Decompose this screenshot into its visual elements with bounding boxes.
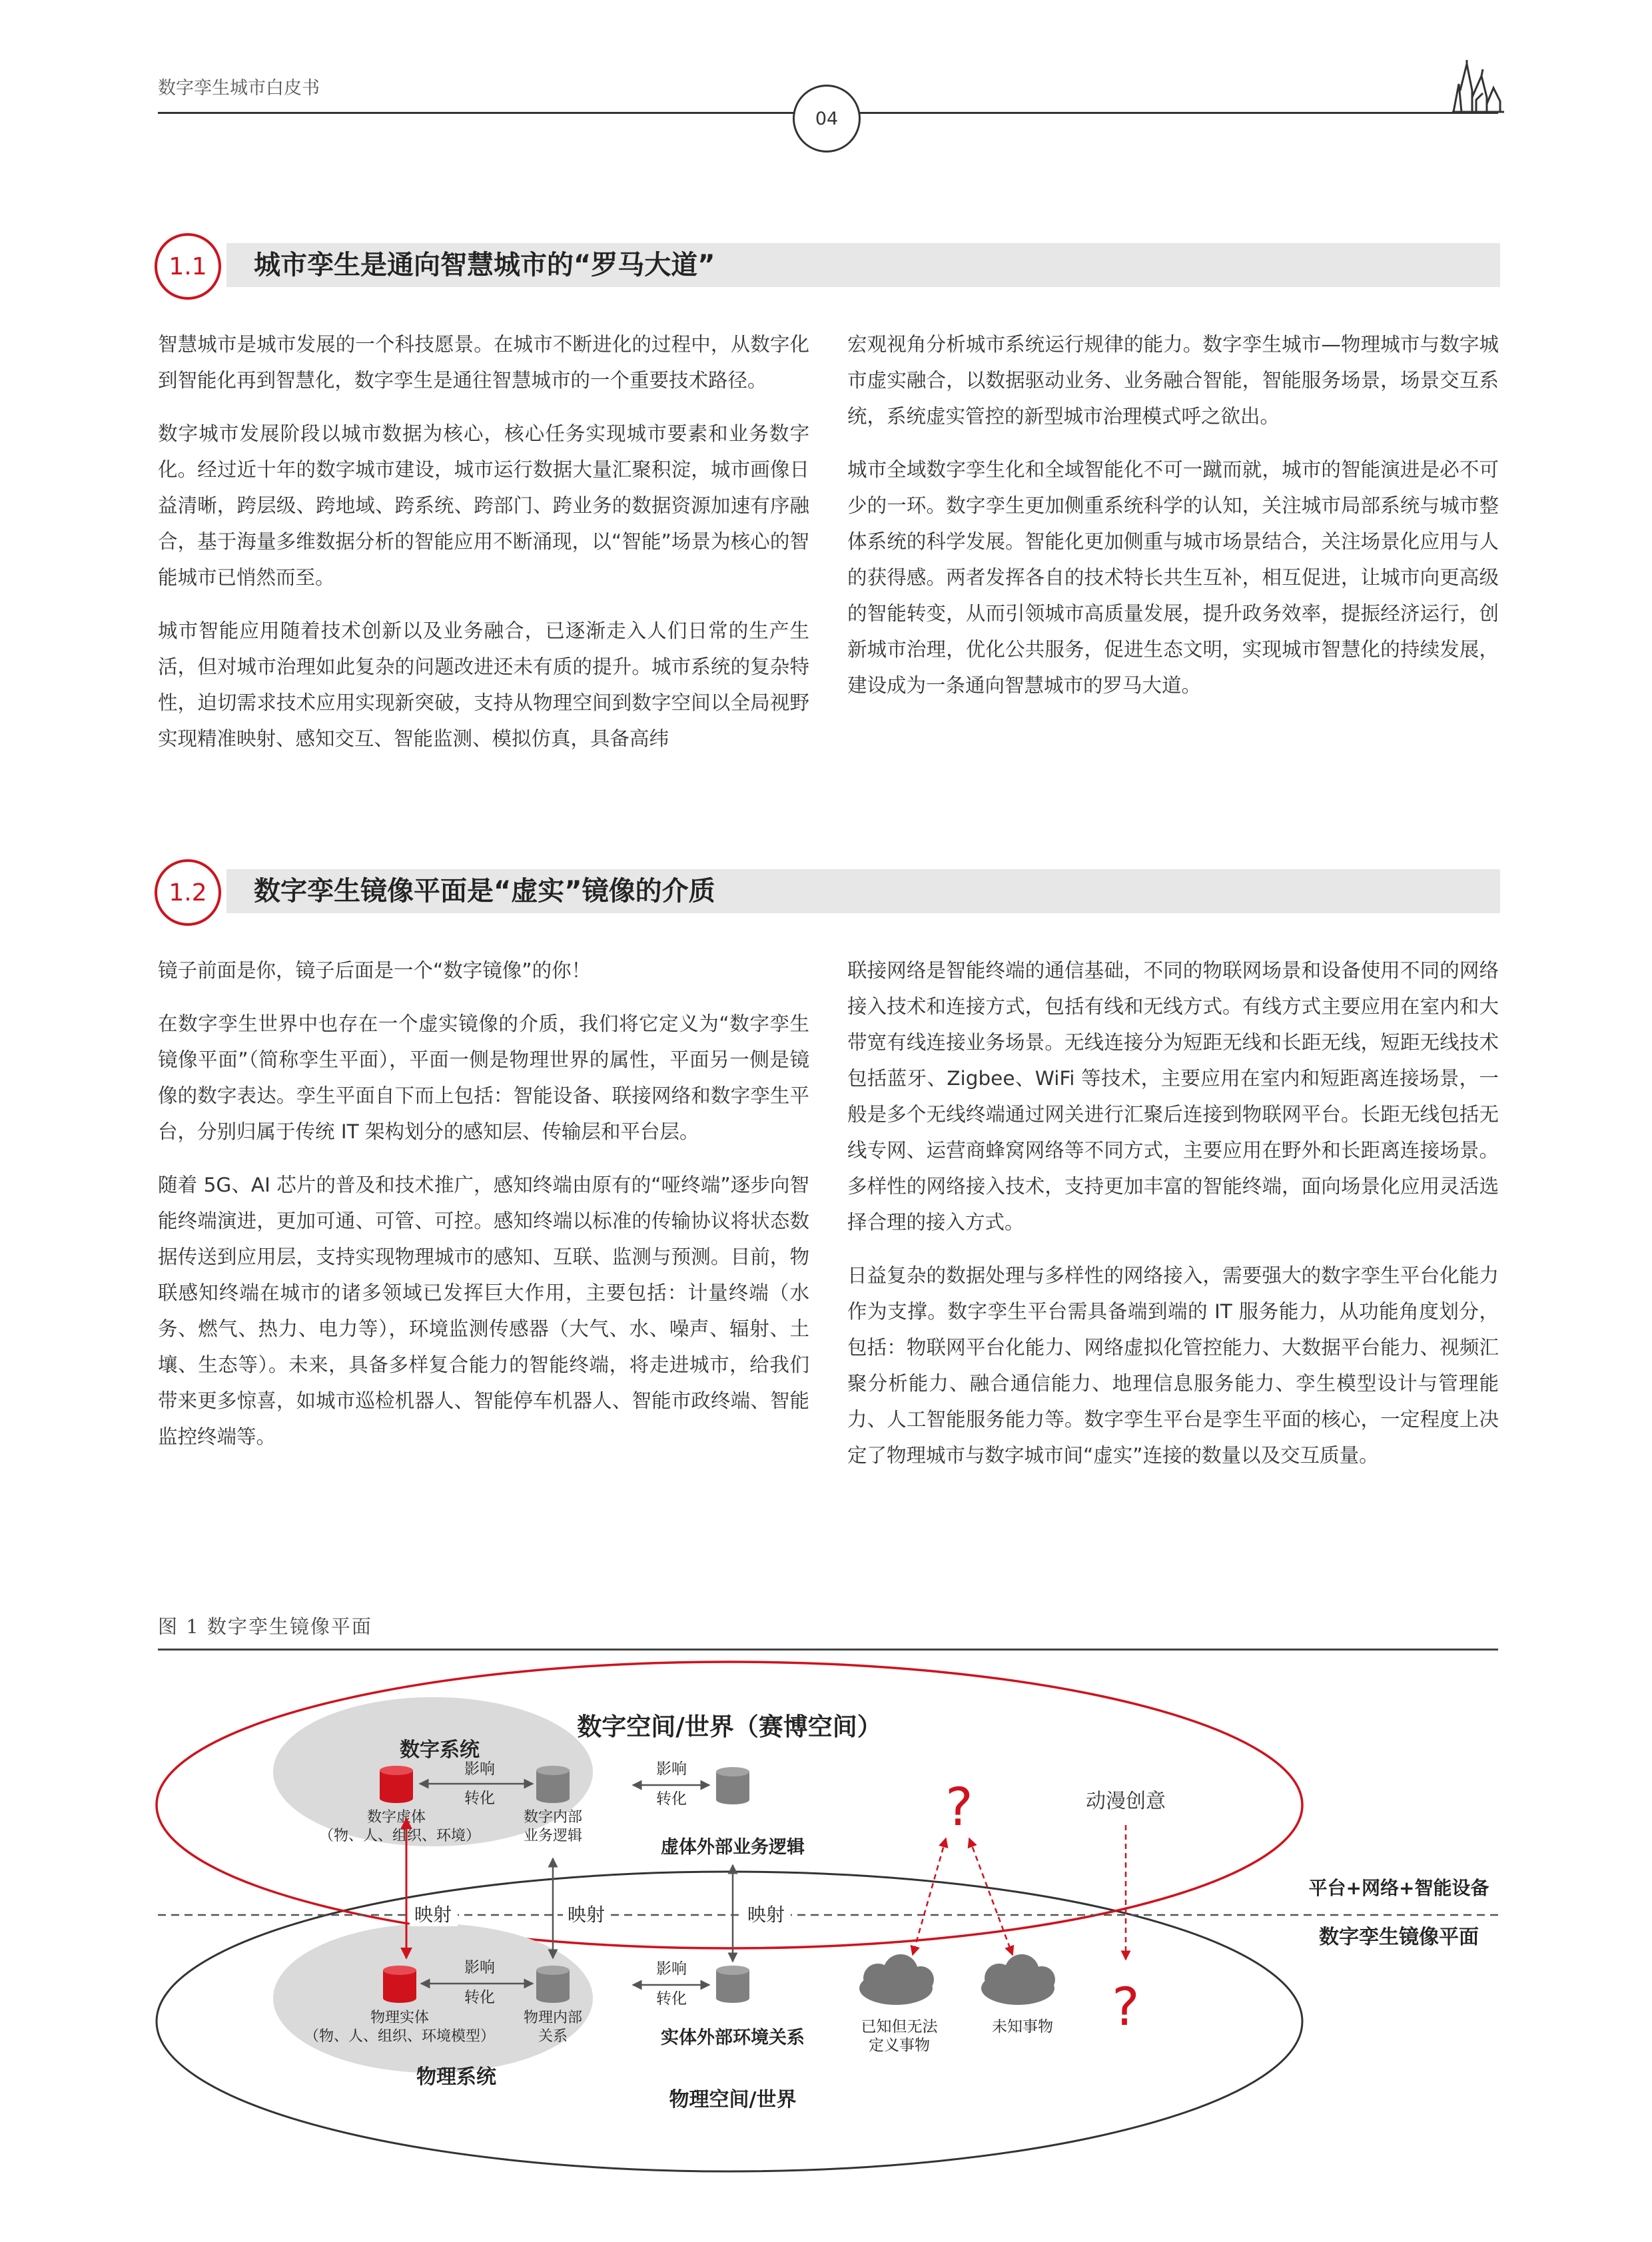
- paragraph: 在数字孪生世界中也存在一个虚实镜像的介质，我们将它定义为“数字孪生镜像平面”（简称孪生平面），平面一侧是物理世界的属性，平面另一侧是镜像的数字表达。孪生平面自下而上包括：智能设备、联接网络和数字孪生平台，分别归属于传统 IT 架构划分的感知层、传输层和平台层。: [158, 1012, 809, 1143]
- virtual-external-logic-cylinder-icon: [716, 1767, 749, 1804]
- section-number-badge: 1.2: [155, 859, 221, 926]
- physical-internal-relation-label: 物理内部: [523, 2010, 583, 2026]
- figure-caption: 图 1 数字孪生镜像平面: [158, 1615, 372, 1638]
- paragraph: 智慧城市是城市发展的一个科技愿景。在城市不断进化的过程中，从数字化到智能化再到智慧化，数字孪生是通往智慧城市的一个重要技术路径。: [158, 333, 809, 392]
- digital-virtual-entity-cylinder-icon: [380, 1766, 413, 1803]
- known-undefined-sublabel: 定义事物: [869, 2037, 930, 2054]
- digital-internal-logic-label: 数字内部: [523, 1809, 583, 1826]
- section-number-badge: 1.1: [155, 233, 221, 300]
- anime-creativity-label: 动漫创意: [1086, 1790, 1166, 1813]
- digital-world-title: 数字空间/世界（赛博空间）: [577, 1712, 882, 1741]
- entity-external-env-cylinder-icon: [716, 1966, 749, 2003]
- digital-system-title: 数字系统: [400, 1738, 480, 1762]
- paragraph: 城市全域数字孪生化和全域智能化不可一蹴而就，城市的智能演进是必不可少的一环。数字孪生更加侧重系统科学的认知，关注城市局部系统与城市整体系统的科学发展。智能化更加侧重与城市场景结合，关注场景化应用与人的获得感。两者发挥各自的技术特长共生互补，相互促进，让城市向更高级的智能转变，从而引领城市高质量发展，提升政务效率，提振经济运行，创新城市治理，优化公共服务，促进生态文明，实现城市智慧化的持续发展，建设成为一条通向智慧城市的罗马大道。: [847, 458, 1499, 697]
- mapping-label: 映射: [747, 1904, 785, 1926]
- physical-entity-sublabel: （物、人、组织、环境模型）: [304, 2028, 496, 2045]
- physical-entity-label: 物理实体: [370, 2010, 430, 2026]
- digital-virtual-entity-sublabel: （物、人、组织、环境）: [318, 1828, 481, 1844]
- physical-internal-relation-sublabel: 关系: [538, 2028, 568, 2045]
- page-number: 04: [793, 85, 861, 153]
- section-title: 数字孪生镜像平面是“虚实”镜像的介质: [254, 876, 715, 907]
- digital-internal-logic-sublabel: 业务逻辑: [523, 1828, 583, 1844]
- mapping-label: 映射: [414, 1904, 452, 1926]
- physical-internal-relation-cylinder-icon: [536, 1966, 570, 2003]
- transform-label: 转化: [464, 1989, 495, 2006]
- influence-label: 影响: [656, 1760, 687, 1778]
- paragraph: 联接网络是智能终端的通信基础，不同的物联网场景和设备使用不同的网络接入技术和连接方式，包括有线和无线方式。有线方式主要应用在室内和大带宽有线连接业务场景。无线连接分为短距无线和长距无线，短距无线技术包括蓝牙、Zigbee、WiFi 等技术，主要应用在室内和短距离连接场景，一般是多个无线终端通过网关进行汇聚后连接到物联网平台。长距无线包括无线专网、运营商蜂窝网络等不同方式，主要应用在野外和长距离连接场景。多样性的网络接入技术，支持更加丰富的智能终端，面向场景化应用灵活选择合理的接入方式。: [847, 959, 1499, 1234]
- transform-label: 转化: [464, 1790, 495, 1807]
- unknown-question-mark: ?: [945, 1778, 973, 1838]
- dashed-arrow: [969, 1838, 1013, 1955]
- known-undefined-cloud-icon: [859, 1954, 934, 2005]
- mapping-label: 映射: [567, 1904, 606, 1926]
- platform-network-devices-label: 平台+网络+智能设备: [1308, 1877, 1489, 1899]
- unknown-things-label: 未知事物: [992, 2018, 1053, 2036]
- digital-virtual-entity-label: 数字虚体: [366, 1809, 426, 1826]
- physical-world-title: 物理空间/世界: [669, 2088, 797, 2111]
- paragraph: 随着 5G、AI 芯片的普及和技术推广，感知终端由原有的“哑终端”逐步向智能终端演进，更加可通、可管、可控。感知终端以标准的传输协议将状态数据传送到应用层，支持实现物理城市的感知、互联、监测与预测。目前，物联感知终端在城市的诸多领域已发挥巨大作用，主要包括：计量终端（水务、燃气、热力、电力等），环境监测传感器（大气、水、噪声、辐射、土壤、生态等）。未来，具备多样复合能力的智能终端，将走进城市，给我们带来更多惊喜，如城市巡检机器人、智能停车机器人、智能市政终端、智能监控终端等。: [158, 1174, 809, 1448]
- mirror-plane-label: 数字孪生镜像平面: [1319, 1926, 1479, 1949]
- transform-label: 转化: [656, 1790, 687, 1808]
- paragraph: 日益复杂的数据处理与多样性的网络接入，需要强大的数字孪生平台化能力作为支撑。数字孪生平台需具备端到端的 IT 服务能力，从功能角度划分，包括：物联网平台化能力、网络虚拟化管控能力、大数据平台能力、视频汇聚分析能力、融合通信能力、地理信息服务能力、孪生模型设计与管理能力、人工智能服务能力等。数字孪生平台是孪生平面的核心，一定程度上决定了物理城市与数字城市间“虚实”连接的数量以及交互质量。: [847, 1264, 1499, 1467]
- physical-system-title: 物理系统: [416, 2065, 496, 2089]
- physical-entity-cylinder-icon: [383, 1966, 416, 2003]
- unknown-question-mark: ?: [1112, 1978, 1140, 2038]
- paragraph: 城市智能应用随着技术创新以及业务融合，已逐渐走入人们日常的生产生活，但对城市治理如此复杂的问题改进还未有质的提升。城市系统的复杂特性，迫切需求技术应用实现新突破，支持从物理空间到数字空间以全局视野实现精准映射、感知交互、智能监测、模拟仿真，具备高纬: [158, 619, 809, 750]
- paragraph: 镜子前面是你，镜子后面是一个“数字镜像”的你！: [158, 959, 592, 982]
- influence-label: 影响: [464, 1760, 495, 1778]
- transform-label: 转化: [656, 1990, 687, 2008]
- digital-internal-logic-cylinder-icon: [536, 1766, 570, 1803]
- paragraph: 数字城市发展阶段以城市数据为核心，核心任务实现城市要素和业务数字化。经过近十年的数字城市建设，城市运行数据大量汇聚积淀，城市画像日益清晰，跨层级、跨地域、跨系统、跨部门、跨业务的数据资源加速有序融合，基于海量多维数据分析的智能应用不断涌现，以“智能”场景为核心的智能城市已悄然而至。: [158, 422, 809, 589]
- known-undefined-label: 已知但无法: [861, 2018, 938, 2036]
- influence-label: 影响: [464, 1959, 495, 1976]
- virtual-external-logic-label: 虚体外部业务逻辑: [661, 1837, 805, 1858]
- influence-label: 影响: [656, 1960, 687, 1978]
- paragraph: 宏观视角分析城市系统运行规律的能力。数字孪生城市—物理城市与数字城市虚实融合，以数据驱动业务、业务融合智能，智能服务场景，场景交互系统，系统虚实管控的新型城市治理模式呼之欲出。: [847, 333, 1499, 428]
- unknown-things-cloud-icon: [981, 1954, 1055, 2005]
- section-title: 城市孪生是通向智慧城市的“罗马大道”: [254, 250, 715, 280]
- document-title: 数字孪生城市白皮书: [158, 78, 320, 99]
- entity-external-env-label: 实体外部环境关系: [661, 2028, 805, 2048]
